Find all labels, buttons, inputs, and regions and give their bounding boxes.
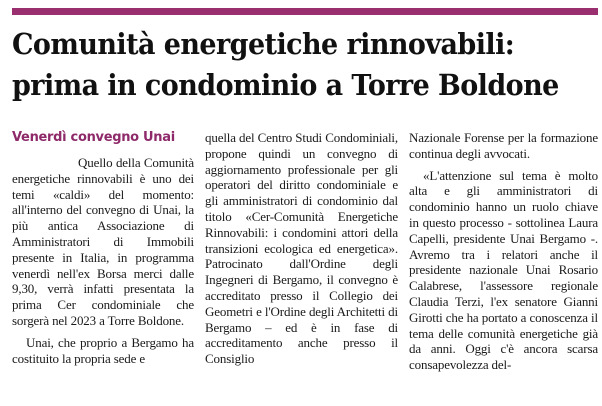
article-kicker	[12, 130, 194, 145]
headline-line-2: prima in condominio a Torre Boldone	[12, 68, 559, 102]
column-3-paragraph-1: Nazionale Forense per la formazione continua degli avvocati.	[409, 130, 598, 161]
article-headline	[12, 24, 557, 106]
kicker-text: Venerdì convegno Unai	[12, 130, 175, 145]
column-3-paragraph-2: «L'attenzione sul tema è molto alta e gli amministratori di condominio hanno un ruolo chiave in questo processo - sottolinea Laura Capelli, presidente Unai Bergamo -. Avremo tra i relatori anche il presidente nazionale Unai Rosario Calabrese, l'assessore regionale Claudia Terzi, l'ex senatore Gianni Girotti che ha portato a conoscenza il tema delle comunità energetiche già da anni. Oggi c'è ancora scarsa consapevolezza del-	[409, 167, 598, 373]
article-column-2	[205, 130, 398, 400]
headline-line-1: Comunità energetiche rinnovabili:	[12, 27, 515, 61]
article-body	[12, 130, 598, 400]
column-2-paragraph-1: quella del Centro Studi Condominiali, propone quindi un convegno di aggiornamento professionale per gli operatori del diritto condominiale e gli amministratori di condominio dal titolo «Cer-Comunità Energetiche Rinnovabili: i condomini attori della transizioni ecologica ed energetica». Patrocinato dall'Ordine degli Ingegneri di Bergamo, il convegno è accreditato presso il Collegio dei Geometri e l'Ordine degli Architetti di Bergamo – ed è in fase di accreditamento anche presso il Consiglio	[205, 130, 398, 367]
article-column-3	[409, 130, 598, 400]
column-1-paragraph-1: Quello della Comunità energetiche rinnovabili è uno dei temi «caldi» del momento: all'interno del convegno di Unai, la più antica Associazione di Amministratori di Immobili presente in Italia, in programma venerdì nell'ex Borsa merci dalle 9,30, verrà infatti presentata la prima Cer condominiale che sorgerà nel 2023 a Torre Boldone.	[12, 155, 194, 328]
article-column-1	[12, 130, 194, 400]
section-accent-bar	[12, 8, 598, 15]
column-1-paragraph-2: Unai, che proprio a Bergamo ha costituito la propria sede e	[12, 334, 194, 366]
